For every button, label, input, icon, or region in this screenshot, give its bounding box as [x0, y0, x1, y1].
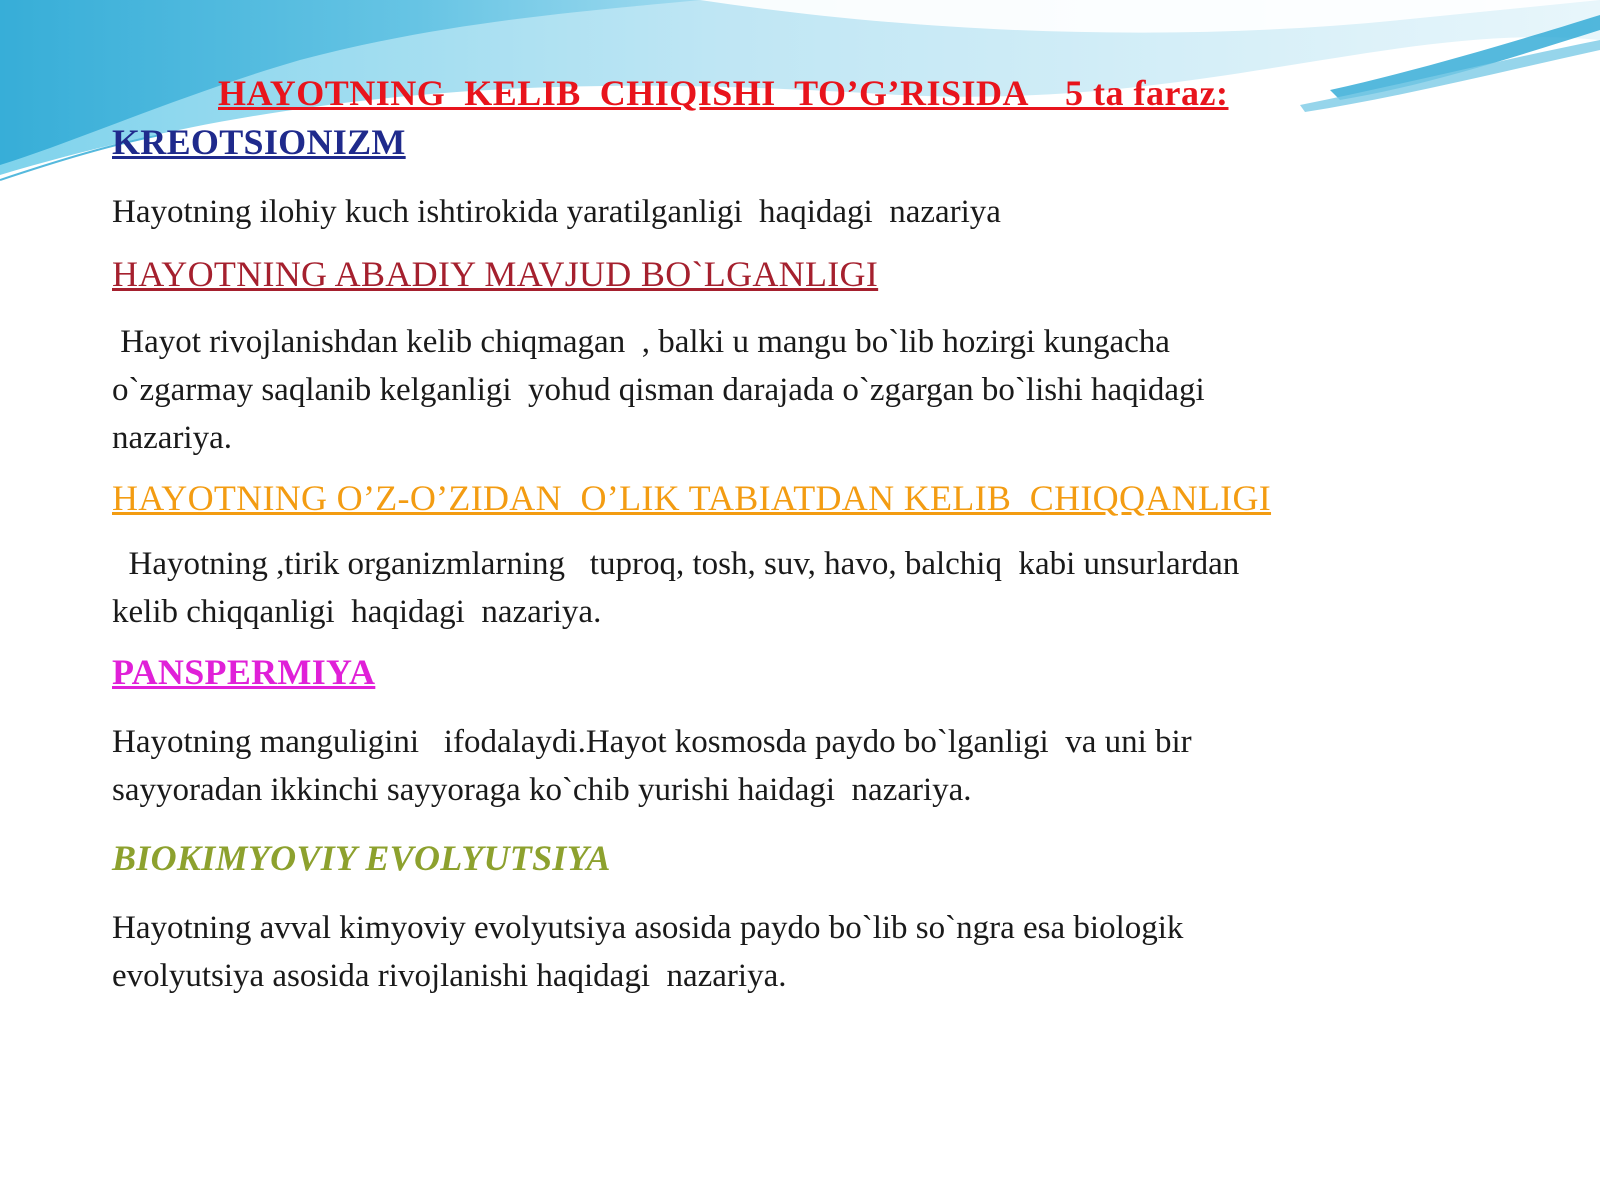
text-kreotsionizm: Hayotning ilohiy kuch ishtirokida yaratilganligi haqidagi nazariya [112, 194, 1001, 230]
heading-biokimyoviy: BIOKIMYOVIY EVOLYUTSIYA [112, 838, 611, 878]
text-abadiy-mavjud: Hayot rivojlanishdan kelib chiqmagan , balki u mangu bo`lib hozirgi kungacha o`zgarmay saqlanib kelganligi yohud qisman darajada o`zgargan bo`lishi haqidagi nazariya. [112, 324, 1205, 456]
slide-title: HAYOTNING KELIB CHIQISHI TO’G’RISIDA 5 ta faraz: [218, 73, 1229, 113]
slide-content [112, 118, 1532, 1000]
heading-panspermiya: PANSPERMIYA [112, 652, 376, 692]
text-panspermiya: Hayotning manguligini ifodalaydi.Hayot kosmosda paydo bo`lganligi va uni bir sayyoradan ikkinchi sayyoraga ko`chib yurishi haidagi nazariya. [112, 724, 1192, 808]
text-oz-ozidan: Hayotning ,tirik organizmlarning tuproq, tosh, suv, havo, balchiq kabi unsurlardan kelib chiqqanligi haqidagi nazariya. [112, 546, 1240, 630]
heading-oz-ozidan: HAYOTNING O’Z-O’ZIDAN O’LIK TABIATDAN KELIB CHIQQANLIGI [112, 478, 1272, 518]
heading-abadiy-mavjud: HAYOTNING ABADIY MAVJUD BO`LGANLIGI [112, 254, 879, 294]
text-biokimyoviy: Hayotning avval kimyoviy evolyutsiya asosida paydo bo`lib so`ngra esa biologik evolyutsiya asosida rivojlanishi haqidagi nazariya. [112, 910, 1184, 994]
heading-kreotsionizm: KREOTSIONIZM [112, 122, 406, 162]
